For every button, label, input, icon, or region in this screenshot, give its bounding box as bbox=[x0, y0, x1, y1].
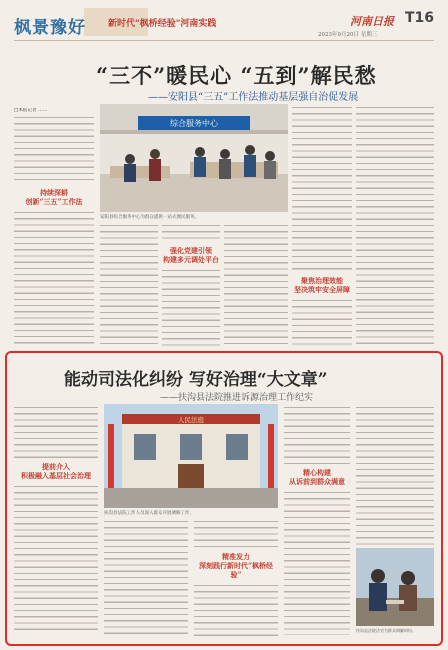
newspaper-logo: 河南日报 bbox=[350, 15, 394, 28]
article2-heading-2: 精准发力 深刻践行新时代“枫桥经验” bbox=[198, 552, 274, 579]
article2-photo bbox=[104, 404, 278, 508]
court-sign: 人民法庭 bbox=[178, 416, 204, 424]
article1-text-block bbox=[14, 209, 94, 346]
article1-heading-3: 聚焦治理效能 坚决筑牢安全屏障 bbox=[294, 276, 350, 294]
article2-photo-2 bbox=[356, 548, 434, 626]
article2-text-block bbox=[284, 404, 350, 464]
article2-text-block bbox=[104, 518, 188, 636]
article1-column-4 bbox=[224, 222, 288, 346]
article2-column-1 bbox=[14, 404, 98, 636]
article1-heading-1: 持续深耕 创新“三五”工作法 bbox=[25, 188, 83, 207]
article2-column-3 bbox=[194, 518, 278, 636]
article1-text-block bbox=[292, 104, 352, 272]
article1-title: “三不”暖民心 “五到”解民愁 bbox=[96, 63, 377, 88]
article1-photo-caption: 安阳县综合服务中心为群众提供一站式便民服务。 bbox=[100, 215, 199, 220]
article1-text-block bbox=[14, 114, 94, 184]
article2-text-block bbox=[194, 518, 278, 548]
article2-text-block bbox=[14, 404, 98, 458]
article2-title: 能动司法化纠纷 写好治理“大文章” bbox=[64, 370, 328, 390]
section-slogan: 新时代"枫桥经验"河南实践 bbox=[108, 19, 217, 29]
article1-text-block bbox=[356, 104, 434, 346]
service-center-sign: 综合服务中心 bbox=[170, 119, 218, 128]
article1-photo bbox=[100, 104, 288, 212]
article2-column-2 bbox=[104, 518, 188, 636]
article2-text-block bbox=[356, 404, 434, 546]
article1-column-5 bbox=[292, 104, 352, 346]
article1-subtitle: ——安阳县“三五”工作法推动基层强自治促发展 bbox=[148, 92, 359, 103]
article2-subtitle: ——扶沟县法院推进诉源治理工作纪实 bbox=[160, 393, 314, 403]
article1-column-1 bbox=[14, 108, 94, 346]
article2-text-block bbox=[194, 582, 278, 636]
page-number: T16 bbox=[405, 10, 435, 26]
article2-text-block bbox=[284, 489, 350, 635]
article2-text-block bbox=[14, 483, 98, 633]
article1-text-block bbox=[100, 222, 158, 346]
article2-photo-caption: 扶沟县法院工作人员深入群众开展调解工作。 bbox=[104, 511, 194, 516]
issue-date: 2023年9月20日 星期三 bbox=[318, 32, 378, 38]
header-divider bbox=[14, 40, 434, 41]
article2-heading-1: 提前介入 积极融入基层社会治理 bbox=[21, 462, 91, 480]
article1-text-block bbox=[162, 222, 220, 242]
article1-text-block bbox=[162, 267, 220, 346]
article2-column-4 bbox=[284, 404, 350, 636]
article1-text-block bbox=[224, 222, 288, 346]
article1-byline: □本报记者 …… bbox=[14, 108, 48, 113]
section-brand: 枫景豫好 bbox=[14, 18, 86, 38]
article2-column-5 bbox=[356, 404, 434, 546]
article1-text-block bbox=[292, 297, 352, 346]
page-header bbox=[0, 0, 448, 44]
article1-column-2 bbox=[100, 222, 158, 346]
article1-column-3 bbox=[162, 222, 220, 346]
article1-column-6 bbox=[356, 104, 434, 346]
article2-heading-3: 精心构建 从诉前到群众满意 bbox=[289, 468, 345, 486]
article1-heading-2: 强化党建引领 构建多元调处平台 bbox=[163, 246, 219, 264]
article2-photo-2-caption: 扶沟县法院法官为群众调解纠纷。 bbox=[356, 628, 416, 633]
